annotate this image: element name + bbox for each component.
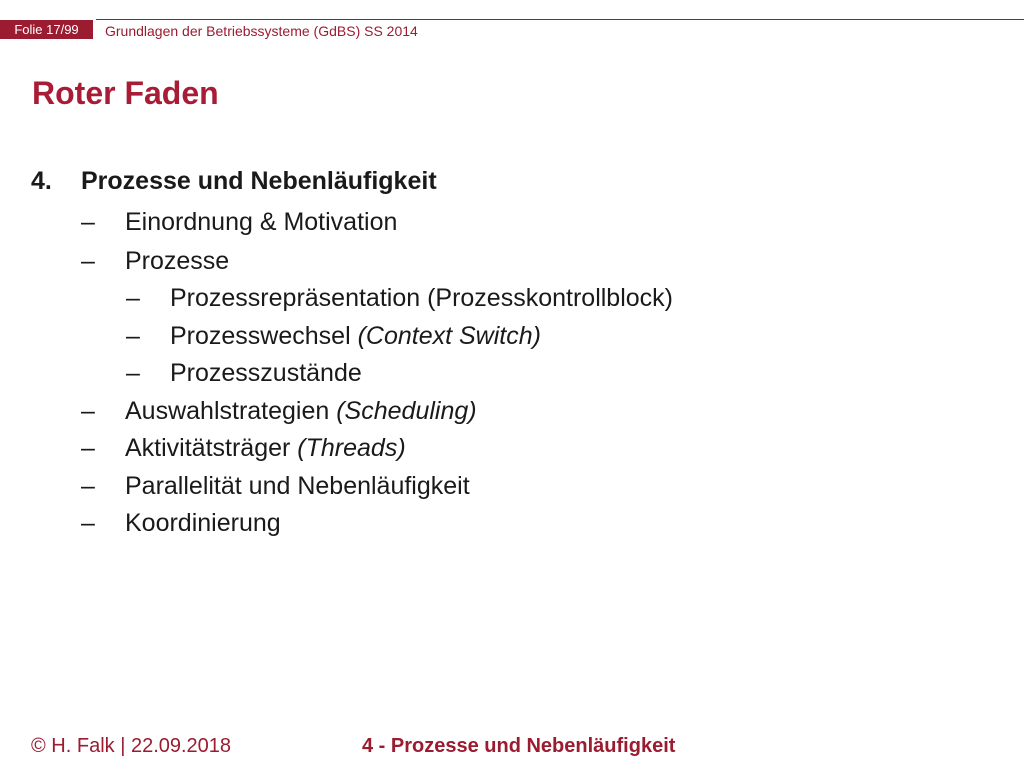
footer-chapter: 4 - Prozesse und Nebenläufigkeit <box>362 735 676 757</box>
dash-bullet: – <box>126 322 140 350</box>
list-item-plain: Prozesswechsel <box>170 322 358 350</box>
dash-bullet: – <box>81 434 95 462</box>
dash-bullet: – <box>81 472 95 500</box>
dash-bullet: – <box>81 208 95 236</box>
list-item-term: (Threads) <box>297 434 406 462</box>
list-item-text: Prozesse <box>125 247 230 275</box>
slide-number-badge: Folie 17/99 <box>0 20 93 39</box>
list-item-text <box>125 397 477 426</box>
dash-bullet: – <box>126 359 140 387</box>
list-item-text: Koordinierung <box>125 509 281 537</box>
list-item-term: (Context Switch) <box>357 322 541 350</box>
dash-bullet: – <box>81 247 95 275</box>
footer-author-date: © H. Falk | 22.09.2018 <box>31 735 232 757</box>
list-item-text <box>125 434 406 463</box>
dash-bullet: – <box>81 397 95 425</box>
outline-heading-text: Prozesse und Nebenläufigkeit <box>81 167 437 195</box>
dash-bullet: – <box>81 509 95 537</box>
list-item-term: (Scheduling) <box>336 397 477 425</box>
list-item-text: Einordnung & Motivation <box>125 208 398 236</box>
list-item-plain: Aktivitätsträger <box>125 434 298 462</box>
list-item-text: Parallelität und Nebenläufigkeit <box>125 472 470 500</box>
course-title: Grundlagen der Betriebssysteme (GdBS) SS 2014 <box>105 23 418 39</box>
dash-bullet: – <box>126 284 140 312</box>
slide-title: Roter Faden <box>32 75 219 111</box>
list-item-text <box>170 322 541 351</box>
list-item-plain: Auswahlstrategien <box>125 397 337 425</box>
header-rule <box>96 19 1024 20</box>
list-item-text: Prozessrepräsentation (Prozesskontrollblock) <box>170 284 673 312</box>
outline-number: 4. <box>31 167 52 195</box>
list-item-text: Prozesszustände <box>170 359 362 387</box>
